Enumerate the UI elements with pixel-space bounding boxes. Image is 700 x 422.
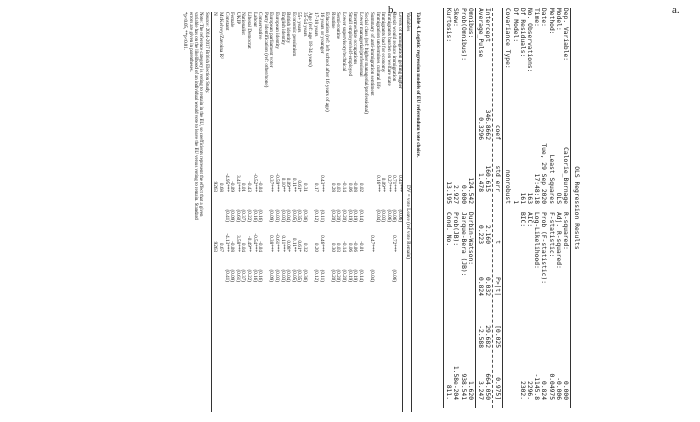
ols-cell: 0.824 — [540, 381, 548, 400]
table-cell: -4.13*** — [223, 233, 230, 252]
table-cell — [380, 222, 386, 252]
table-cell: (0.03) — [273, 209, 280, 222]
table-cell: 0.02 — [357, 182, 364, 192]
panel-label-b: b. — [388, 4, 397, 16]
ols-cell: Df Model: — [511, 8, 519, 43]
table-cell: (0.03) — [279, 209, 286, 222]
ols-cell: BIC: — [518, 212, 526, 228]
table-cell: 0.06 — [346, 182, 353, 192]
table-cell: (0.36) — [301, 209, 308, 222]
table-cell: 0.09** — [380, 177, 387, 192]
table-cell: (0.03) — [279, 269, 286, 282]
ols-cell — [512, 310, 519, 400]
ols-cell: Omnibus: — [466, 8, 474, 39]
table-cell: 0.28 — [329, 182, 336, 192]
table-cell: (0.04) — [374, 209, 381, 222]
table-cell: 0.27*** — [385, 175, 392, 192]
ols-cell: Dep. Variable: — [562, 8, 569, 62]
table-cell: Liberal Democrat — [245, 12, 252, 49]
table-cell: 0.47*** — [369, 235, 376, 252]
ols-coef-header-cell: std err — [494, 165, 502, 192]
ols-header-row — [526, 8, 533, 408]
table-cell: (0.05) — [290, 209, 297, 222]
table-cell: (0.06) — [385, 209, 392, 222]
ols-cell: 0.000 — [459, 185, 467, 204]
table-row — [357, 12, 363, 412]
table-cell: (0.19) — [346, 209, 353, 222]
table-note-line: Note: The reference category is voting to remain in the EU, so coefficients represent the effect that a given — [198, 12, 204, 217]
table-row — [340, 12, 346, 412]
table-row — [396, 12, 402, 412]
ols-cell: 346.8662 — [484, 109, 492, 140]
table-cell: Small employer/self-employed — [346, 12, 353, 77]
table-cell: Summary of anti-immigration sentiment — [369, 12, 376, 96]
table-cell: (0.09) — [268, 269, 275, 282]
table-cell: 35-54 years — [301, 12, 308, 37]
ols-cell: Date: — [540, 8, 548, 27]
table-cell: 0.09** — [285, 177, 292, 192]
table-cell: 0.61* — [296, 180, 303, 192]
table-cell — [396, 252, 402, 282]
ols-cell: Tue, 29 Sep 2020 — [540, 143, 548, 204]
ols-cell: Kurtosis: — [445, 8, 453, 43]
ols-cell: Prob(Omnibus): — [459, 8, 467, 62]
table-cell: 0.31 — [301, 182, 308, 192]
table-cell: (0.20) — [329, 209, 336, 222]
ols-cell: Skew: — [452, 8, 460, 27]
ols-coef-row — [477, 8, 484, 408]
table-row — [217, 12, 223, 412]
ols-cell: 811. — [445, 384, 453, 400]
ols-coef-row — [484, 8, 491, 408]
ols-rule — [475, 8, 476, 408]
table-cell: UKIP — [234, 12, 241, 25]
table-cell: (0.37) — [240, 209, 247, 222]
ols-rule — [443, 8, 444, 408]
table-cell: (0.22) — [245, 269, 252, 282]
table-rule — [411, 12, 412, 412]
table-cell — [217, 252, 223, 282]
table-cell: (0.12) — [313, 209, 320, 222]
table-header-cell: DV = vote Leave (ref vote Remain) — [404, 185, 411, 259]
table-cell: 16 years or younger — [318, 12, 325, 54]
table-cell: Education (ref: left school after 16 years of age) — [324, 12, 331, 112]
ols-cell — [512, 212, 519, 310]
table-cell: (0.41) — [223, 209, 230, 222]
ols-coef-header-cell — [494, 8, 501, 88]
table-cell: 0.20 — [313, 242, 320, 252]
table-note-line: errors are given in parentheses. — [187, 12, 193, 72]
ols-cell: 0.000 — [562, 381, 569, 400]
table-cell: Immigration undermines cultural life — [374, 12, 381, 89]
ols-cell: R-squared: — [562, 212, 569, 250]
table-cell: 17-18 years — [313, 12, 320, 37]
table-cell: (0.03) — [273, 269, 280, 282]
ols-cell: Average_Pulse — [476, 8, 484, 58]
ols-coef-header-cell: [0.025 — [494, 325, 502, 348]
table-cell: 3.58*** — [234, 235, 241, 252]
ols-header-block — [504, 8, 569, 408]
ols-coef-header-cell: t — [494, 240, 502, 244]
table-cell: 0.68 — [218, 182, 224, 192]
table-4 — [184, 12, 420, 412]
ols-title: OLS Regression Results — [573, 166, 580, 250]
table-cell: (0.41) — [223, 269, 230, 282]
table-row — [245, 12, 251, 412]
table-cell: 0.38*** — [268, 235, 275, 252]
table-cell: (0.04) — [369, 269, 376, 282]
table-header-row — [403, 12, 411, 412]
ols-coef-header-cell: coef — [494, 124, 502, 140]
table-cell: -0.14 — [341, 181, 348, 192]
ols-cell: Calorie_Burnage — [562, 147, 569, 204]
table-cell: 0.11*** — [279, 235, 286, 252]
ols-cell: Adj. R-squared: — [554, 212, 562, 269]
ols-cell: 3.247 — [476, 381, 484, 400]
table-cell — [385, 222, 391, 252]
ols-coef-header-cell: 0.975] — [494, 377, 502, 400]
ols-cell: -0.006 — [554, 377, 562, 400]
table-cell — [368, 162, 374, 192]
table-cell: 0.08* — [285, 240, 292, 252]
table-cell: (0.19) — [352, 269, 359, 282]
table-cell: 0.10** — [279, 177, 286, 192]
ols-cell: Time: — [533, 8, 541, 27]
ols-cell: -2.588 — [476, 325, 484, 348]
table-cell: N — [212, 12, 219, 16]
table-cell: (0.06) — [397, 209, 403, 222]
table-cell: 0.06 — [346, 242, 353, 252]
table-cell: (0.03) — [380, 209, 387, 222]
ols-cell: 160.615 — [484, 165, 492, 192]
table-cell: (0.14) — [357, 209, 364, 222]
table-cell: British identity — [285, 12, 292, 44]
table-cell: Semi-routine — [335, 12, 342, 40]
table-cell: 0.30 — [329, 242, 336, 252]
table-cell: -0.04 — [257, 181, 264, 192]
ols-cell: OLS — [554, 192, 562, 204]
table-cell: (0.11) — [318, 209, 325, 222]
table-cell: 0.01 — [240, 182, 247, 192]
ols-header-row — [512, 8, 519, 408]
table-cell: 0.61* — [296, 240, 303, 252]
table-cell: (0.12) — [313, 269, 320, 282]
table-cell: Intermediate occupations — [352, 12, 359, 65]
table-cell: -0.43 — [245, 181, 252, 192]
table-cell: 0.03 — [335, 242, 342, 252]
ols-cell: Log-Likelihood: — [533, 212, 541, 269]
panel-label-a: a. — [672, 4, 680, 16]
table-cell: 0.46*** — [318, 235, 325, 252]
table-cell: 0.16*** — [374, 175, 381, 192]
ols-rule — [502, 8, 503, 408]
table-note-line: *p<0.05, **p<0.01. — [182, 12, 188, 50]
table-cell: 0.32 — [301, 242, 308, 252]
ols-cell: Df Residuals: — [518, 8, 526, 58]
table-cell: 0.04 — [240, 242, 247, 252]
ols-footer-row — [452, 8, 459, 408]
ols-cell: AIC: — [526, 212, 534, 228]
ols-cell: No. Observations: — [526, 8, 534, 73]
ols-cell: F-statistic: — [547, 212, 555, 258]
ols-cell: Intercept — [484, 8, 492, 43]
table-cell: Age (ref: age 18-34 years) — [307, 12, 314, 67]
ols-footer-row — [459, 8, 466, 408]
table-cell: -0.54*** — [251, 233, 258, 252]
table-cell: -0.49** — [245, 236, 252, 252]
ols-cell: 1 — [511, 200, 519, 204]
table-cell — [380, 252, 386, 282]
table-cell: 0.71*** — [391, 175, 398, 192]
table-cell: (0.05) — [290, 269, 297, 282]
table-cell: (0.06) — [391, 209, 398, 222]
table-cell: (0.20) — [341, 209, 348, 222]
table-cell — [385, 252, 391, 282]
ols-header-row — [504, 8, 511, 408]
table-cell: Brexit would reduce immigration — [391, 12, 398, 82]
table-cell: (0.20) — [335, 269, 342, 282]
table-cell: (0.09) — [229, 269, 236, 282]
table-cell: Constant — [223, 12, 230, 31]
ols-header-row — [519, 8, 526, 408]
ols-header-row — [547, 8, 554, 408]
table-cell: -4.95*** — [223, 173, 230, 192]
table-cell: 0.41*** — [397, 175, 403, 192]
table-cell: 0.37*** — [268, 175, 275, 192]
table-cell: (0.22) — [245, 209, 252, 222]
table-cell: -0.04 — [257, 241, 264, 252]
table-body — [212, 12, 402, 412]
ols-cell: 1.478 — [476, 173, 484, 192]
table-cell: (0.60) — [234, 209, 241, 222]
table-cell: -0.08 — [229, 241, 236, 252]
table-cell: (0.04) — [285, 269, 292, 282]
ols-rule — [570, 8, 571, 408]
ols-header-row — [540, 8, 547, 408]
table-cell: Party identification (ref: other/none) — [262, 12, 269, 88]
table-cell: Lower supervisory/technical — [341, 12, 348, 72]
ols-header-row — [555, 8, 562, 408]
ols-cell: nonrobust — [504, 169, 512, 204]
table-caption: Table 4. Logistic regression models of EU referendum vote choice. — [415, 12, 421, 158]
table-cell: -0.09 — [229, 181, 236, 192]
table-cell: 0.11** — [290, 177, 297, 192]
ols-coef-header — [494, 8, 501, 408]
ols-cell: 0.032 — [484, 277, 492, 296]
ols-cell: Jarque-Bera (JB): — [459, 212, 467, 277]
table-cell: Levels of immigration getting higher — [397, 12, 403, 89]
table-cell: -0.08 — [352, 181, 359, 192]
table-cell: 0.03 — [335, 182, 342, 192]
table-cell: (0.35) — [296, 209, 303, 222]
table-cell: (0.61) — [234, 269, 241, 282]
table-cell: 0.17 — [313, 182, 320, 192]
ols-cell: Method: — [547, 8, 555, 35]
ols-cell: 163 — [526, 192, 534, 204]
table-row — [273, 12, 279, 412]
ols-footer-row — [445, 8, 452, 408]
table-cell: English identity — [279, 12, 286, 45]
table-cell: (0.09) — [268, 209, 275, 222]
table-cell: (0.16) — [251, 209, 258, 222]
table-cell: 0.11** — [290, 237, 297, 252]
table-row — [301, 12, 307, 412]
ols-cell: -1145.8 — [533, 373, 541, 400]
ols-coef-header-cell: P>|t| — [494, 277, 502, 296]
table-cell: Lower managerial/professional — [357, 12, 364, 77]
table-cell: Female — [229, 12, 236, 28]
table-cell: Immigrants burden on welfare state — [385, 12, 392, 86]
table-cell: (0.11) — [318, 269, 325, 282]
table-cell: -0.52*** — [251, 173, 258, 192]
table-row — [223, 12, 229, 412]
table-row — [313, 12, 319, 412]
ols-footer-row — [467, 8, 474, 408]
table-cell: Nationalist — [240, 12, 247, 35]
table-cell: Immigrants bad for economy — [380, 12, 387, 73]
table-row — [368, 12, 374, 412]
table-cell: 55+ years — [296, 12, 303, 33]
ols-cell: 161 — [518, 192, 526, 204]
table-header-cell: Variables — [404, 12, 411, 32]
ols-cell: 2302. — [518, 381, 526, 400]
ols-cell: 938.541 — [459, 373, 467, 400]
ols-cell: Cond. No. — [445, 212, 453, 247]
table-cell: (0.19) — [346, 269, 353, 282]
table-cell: (0.20) — [329, 269, 336, 282]
table-cell: (0.06) — [391, 269, 398, 282]
table-cell: -0.59*** — [273, 173, 280, 192]
table-cell: (0.09) — [229, 209, 236, 222]
table-cell: (0.16) — [257, 209, 264, 222]
table-note-line: Source: 2014-2017 British Election Study. — [203, 12, 209, 94]
ols-cell: 0.3296 — [476, 117, 484, 140]
table-cell: -0.01 — [357, 241, 364, 252]
table-notes — [182, 12, 209, 342]
table-cell: -0.06 — [352, 241, 359, 252]
table-cell: 0.67 — [218, 242, 224, 252]
ols-cell: 2296. — [526, 381, 534, 400]
table-cell: (0.20) — [335, 209, 342, 222]
ols-cell: 29.682 — [484, 325, 492, 348]
table-cell: Conservative — [257, 12, 264, 40]
table-cell: (0.20) — [341, 269, 348, 282]
ols-cell: 1.58e-204 — [452, 365, 460, 400]
table-cell — [396, 222, 402, 252]
table-cell: -0.61*** — [273, 233, 280, 252]
table-row — [329, 12, 335, 412]
ols-cell — [504, 310, 511, 400]
table-cell — [368, 192, 374, 222]
table-row — [385, 12, 391, 412]
ols-regression-results — [394, 8, 580, 408]
table-cell — [217, 192, 223, 222]
ols-footer-block — [445, 8, 474, 408]
ols-cell: 17:48:18 — [533, 173, 541, 204]
table-cell: (0.16) — [257, 269, 264, 282]
ols-cell: 2.927 — [452, 185, 460, 204]
table-cell: European parliament voter — [268, 12, 275, 68]
ols-cell: 0.223 — [476, 225, 484, 244]
table-cell: 0.43*** — [318, 175, 325, 192]
table-cell: 3.41*** — [234, 175, 241, 192]
table-cell: Labour — [251, 12, 258, 27]
table-cell: (0.36) — [301, 269, 308, 282]
table-cell: 0.72*** — [391, 235, 398, 252]
ols-cell: Least Squares — [547, 154, 555, 204]
ols-cell: 0.824 — [476, 277, 484, 296]
ols-cell: 124.542 — [466, 177, 474, 204]
table-row — [234, 12, 240, 412]
ols-cell: Covariance Type: — [504, 8, 512, 69]
table-cell: (0.35) — [296, 269, 303, 282]
ols-header-row — [562, 8, 569, 408]
table-row — [212, 12, 218, 412]
ols-cell — [504, 212, 511, 310]
ols-cell: Prob (F-statistic): — [540, 212, 548, 285]
ols-cell: 0.04975 — [547, 373, 555, 400]
ols-cell: 664.050 — [484, 373, 492, 400]
ols-rule — [492, 8, 493, 408]
table-note-line: variable has on the likelihood of an individual would vote to leave the EU versus voting to remain. Standard — [193, 12, 198, 220]
table-cell: (0.04) — [285, 209, 292, 222]
table-cell: (0.14) — [357, 269, 364, 282]
table-cell: Routine — [329, 12, 336, 29]
table-cell: 9263 — [212, 241, 219, 252]
table-cell: Economic pessimism — [290, 12, 297, 57]
ols-cell: Prob(JB): — [452, 212, 460, 247]
table-cell: 9263 — [212, 181, 219, 192]
table-cell: European identity — [273, 12, 280, 50]
table-cell: (0.19) — [352, 209, 359, 222]
ols-cell: Model: — [554, 8, 562, 31]
ols-header-row — [533, 8, 540, 408]
table-cell: (0.16) — [251, 269, 258, 282]
table-cell: Social class (ref: higher managerial/professional) — [363, 12, 370, 114]
table-cell: (0.37) — [240, 269, 247, 282]
table-cell — [212, 252, 218, 282]
ols-cell: 1.620 — [466, 381, 474, 400]
table-cell: McKelvey/Zavoina R² — [218, 12, 224, 59]
table-cell: -0.14 — [341, 241, 348, 252]
ols-cell: Durbin-Watson: — [466, 212, 474, 266]
ols-cell: 2.160 — [484, 225, 492, 244]
ols-coef-block — [477, 8, 491, 408]
table-cell — [212, 192, 218, 222]
ols-cell: 13.195 — [445, 181, 453, 204]
